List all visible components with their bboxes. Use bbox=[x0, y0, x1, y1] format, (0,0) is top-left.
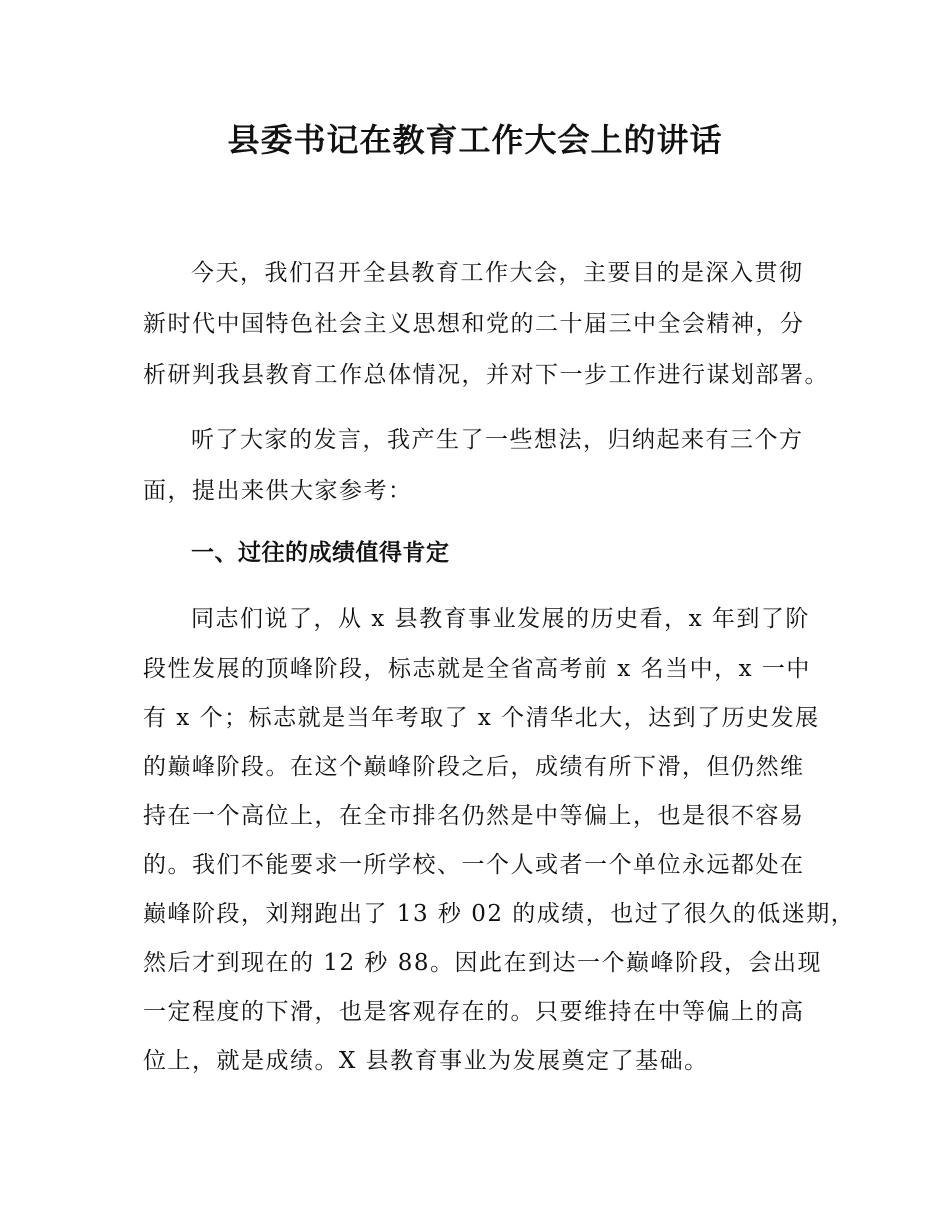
paragraph-3-line-1: 同志们说了，从 x 县教育事业发展的历史看，x 年到了阶 bbox=[191, 606, 810, 632]
paragraph-3-line-7: 巅峰阶段，刘翔跑出了 13 秒 02 的成绩，也过了很久的低迷期， bbox=[143, 901, 856, 927]
paragraph-3-line-10: 位上，就是成绩。X 县教育事业为发展奠定了基础。 bbox=[143, 1048, 709, 1074]
paragraph-3-line-9: 一定程度的下滑，也是客观存在的。只要维持在中等偏上的高 bbox=[143, 999, 805, 1025]
paragraph-1-line-3: 析研判我县教育工作总体情况，并对下一步工作进行谋划部署。 bbox=[143, 362, 829, 388]
paragraph-3-line-5: 持在一个高位上，在全市排名仍然是中等偏上，也是很不容易 bbox=[143, 803, 805, 829]
section-1-heading: 一、过往的成绩值得肯定 bbox=[191, 540, 450, 566]
paragraph-3-line-4: 的巅峰阶段。在这个巅峰阶段之后，成绩有所下滑，但仍然维 bbox=[143, 754, 805, 780]
paragraph-3-line-2: 段性发展的顶峰阶段，标志就是全省高考前 x 名当中，x 一中 bbox=[143, 656, 811, 682]
paragraph-1-line-1: 今天，我们召开全县教育工作大会，主要目的是深入贯彻 bbox=[191, 260, 804, 286]
paragraph-3-line-3: 有 x 个；标志就是当年考取了 x 个清华北大，达到了历史发展 bbox=[143, 705, 820, 731]
paragraph-1-line-2: 新时代中国特色社会主义思想和党的二十届三中全会精神，分 bbox=[143, 311, 805, 337]
paragraph-2-line-1: 听了大家的发言，我产生了一些想法，归纳起来有三个方 bbox=[191, 427, 804, 453]
paragraph-3-line-8: 然后才到现在的 12 秒 88。因此在到达一个巅峰阶段，会出现 bbox=[143, 950, 822, 976]
paragraph-2-line-2: 面，提出来供大家参考： bbox=[143, 478, 413, 504]
paragraph-3-line-6: 的。我们不能要求一所学校、一个人或者一个单位永远都处在 bbox=[143, 852, 805, 878]
document-title: 县委书记在教育工作大会上的讲话 bbox=[227, 121, 723, 159]
